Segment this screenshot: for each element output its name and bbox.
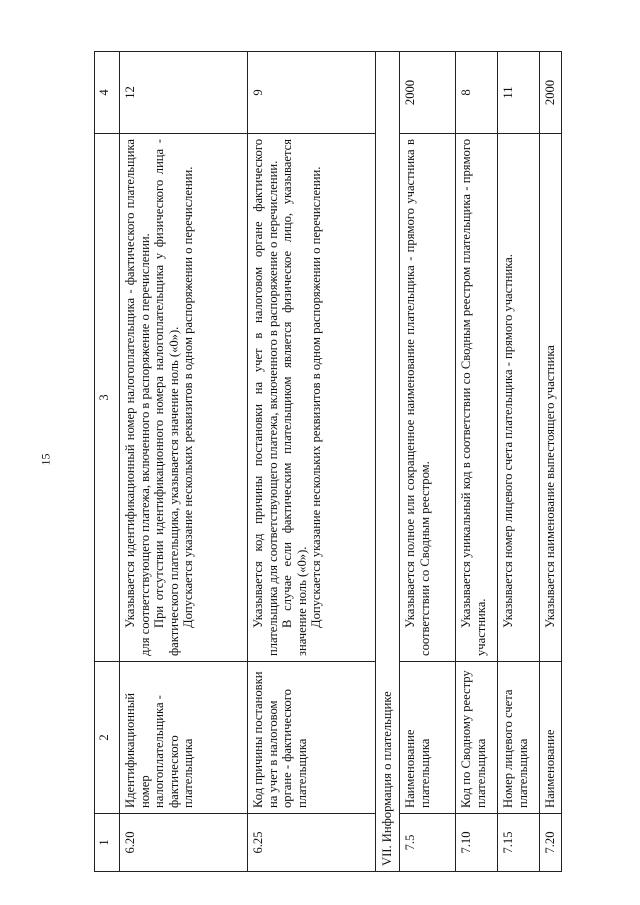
field-size: 12	[120, 52, 248, 134]
description-paragraph: Указывается полное или сокращенное наименование плательщика - прямого участника в соответствии со Сводным реестром.	[403, 139, 432, 656]
row-number: 7.15	[498, 814, 540, 872]
field-size: 2000	[540, 52, 562, 134]
table-row	[248, 52, 376, 872]
requisites-table	[94, 51, 562, 872]
column-header-3: 3	[95, 134, 120, 662]
requisite-description	[400, 134, 456, 662]
description-paragraph: При отсутствии идентификационного номера налогоплательщика у физического лица - фактического плательщика, указывается значение ноль («0»).	[152, 139, 181, 656]
description-paragraph: Допускается указание нескольких реквизитов в одном распоряжении о перечислении.	[309, 166, 324, 628]
description-paragraph: Указывается идентификационный номер налогоплательщика - фактического плательщика для соответствующего платежа, включенного в распоряжение о перечислении.	[123, 139, 152, 656]
requisite-name: Наименование плательщика	[400, 662, 456, 814]
row-number: 6.20	[120, 814, 248, 872]
column-header-4: 4	[95, 52, 120, 134]
requisite-name: Наименование	[540, 662, 562, 814]
requisite-description	[456, 134, 498, 662]
field-size: 11	[498, 52, 540, 134]
requisite-name: Идентификационный номер налогоплательщика - фактического плательщика	[120, 662, 248, 814]
section-row	[376, 52, 400, 872]
row-number: 7.20	[540, 814, 562, 872]
requisite-description	[120, 134, 248, 662]
description-paragraph: В случае если фактическим плательщиком является физическое лицо, указывается значение ноль («0»).	[280, 139, 309, 656]
table-row	[540, 52, 562, 872]
row-number: 7.5	[400, 814, 456, 872]
page-number: 15	[38, 453, 53, 466]
description-paragraph: Указывается номер лицевого счета плательщика - прямого участника.	[501, 254, 515, 628]
table-row	[400, 52, 456, 872]
field-size: 8	[456, 52, 498, 134]
requisite-name: Код по Сводному реестру плательщика	[456, 662, 498, 814]
requisite-description	[540, 134, 562, 662]
row-number: 6.25	[248, 814, 376, 872]
header-row	[95, 52, 120, 872]
requisite-name: Код причины постановки на учет в налоговом органе - фактического плательщика	[248, 662, 376, 814]
requisite-description	[498, 134, 540, 662]
field-size: 9	[248, 52, 376, 134]
description-paragraph: Указывается код причины постановки на учет в налоговом органе фактического плательщика для соответствующего платежа, включенного в распоряжение о перечислении.	[251, 139, 280, 656]
description-paragraph: Указывается уникальный код в соответствии со Сводным реестром плательщика - прямого участника.	[459, 139, 488, 656]
description-paragraph: Указывается наименование выпестоящего участника	[543, 345, 557, 628]
row-number: 7.10	[456, 814, 498, 872]
table-row	[456, 52, 498, 872]
requisite-name: Номер лицевого счета плательщика	[498, 662, 540, 814]
table-row	[120, 52, 248, 872]
section-title: VII. Информация о плательщике	[376, 52, 400, 872]
requisite-description	[248, 134, 376, 662]
column-header-2: 2	[95, 662, 120, 814]
rotated-page	[94, 52, 557, 872]
description-paragraph: Допускается указание нескольких реквизитов в одном распоряжении о перечислении.	[181, 166, 196, 628]
column-header-1: 1	[95, 814, 120, 872]
field-size: 2000	[400, 52, 456, 134]
table-row	[498, 52, 540, 872]
